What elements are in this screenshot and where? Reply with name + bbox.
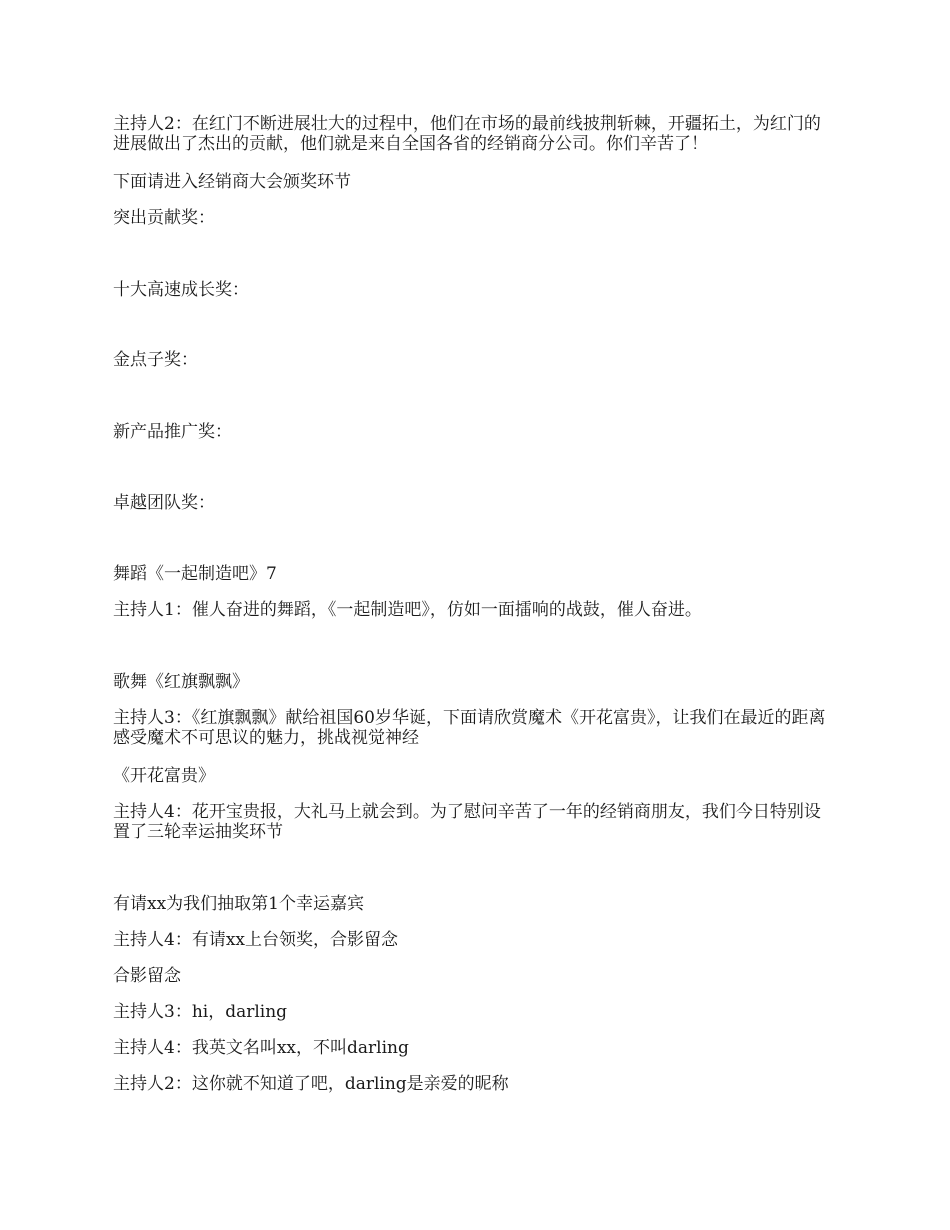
- paragraph-magic-title: 《开花富贵》: [113, 766, 215, 786]
- paragraph-award-section: 下面请进入经销商大会颁奖环节: [113, 172, 351, 192]
- paragraph-award-team: 卓越团队奖：: [113, 493, 215, 513]
- paragraph-host3-magic: 主持人3：《红旗飘飘》献给祖国60岁华诞，下面请欣赏魔术《开花富贵》，让我们在最近的距离感受魔术不可思议的魅力，挑战视觉神经: [113, 708, 826, 748]
- paragraph-host3-hi: 主持人3：hi，darling: [113, 1002, 288, 1022]
- paragraph-award-new-product: 新产品推广奖：: [113, 422, 232, 442]
- paragraph-photo: 合影留念: [113, 966, 181, 986]
- paragraph-award-contribution: 突出贡献奖：: [113, 208, 215, 228]
- paragraph-host4-name: 主持人4：我英文名叫xx，不叫darling: [113, 1038, 409, 1058]
- paragraph-dance: 舞蹈《一起制造吧》7: [113, 564, 277, 584]
- paragraph-lucky-draw: 有请xx为我们抽取第1个幸运嘉宾: [113, 894, 364, 914]
- paragraph-award-growth: 十大高速成长奖：: [113, 280, 249, 300]
- paragraph-host2-darling: 主持人2：这你就不知道了吧，darling是亲爱的昵称: [113, 1074, 509, 1094]
- paragraph-host2-intro: 主持人2：在红门不断进展壮大的过程中，他们在市场的最前线披荆斩棘，开疆拓土，为红门的进展做出了杰出的贡献，他们就是来自全国各省的经销商分公司。你们辛苦了！: [113, 114, 821, 154]
- paragraph-host1-dance: 主持人1：催人奋进的舞蹈，《一起制造吧》，仿如一面擂响的战鼓，催人奋进。: [113, 600, 702, 620]
- paragraph-award-idea: 金点子奖：: [113, 350, 198, 370]
- paragraph-host4-lottery: 主持人4：花开宝贵报，大礼马上就会到。为了慰问辛苦了一年的经销商朋友，我们今日特别设置了三轮幸运抽奖环节: [113, 802, 821, 842]
- paragraph-host4-award: 主持人4：有请xx上台领奖，合影留念: [113, 930, 398, 950]
- paragraph-song-dance: 歌舞《红旗飘飘》: [113, 672, 249, 692]
